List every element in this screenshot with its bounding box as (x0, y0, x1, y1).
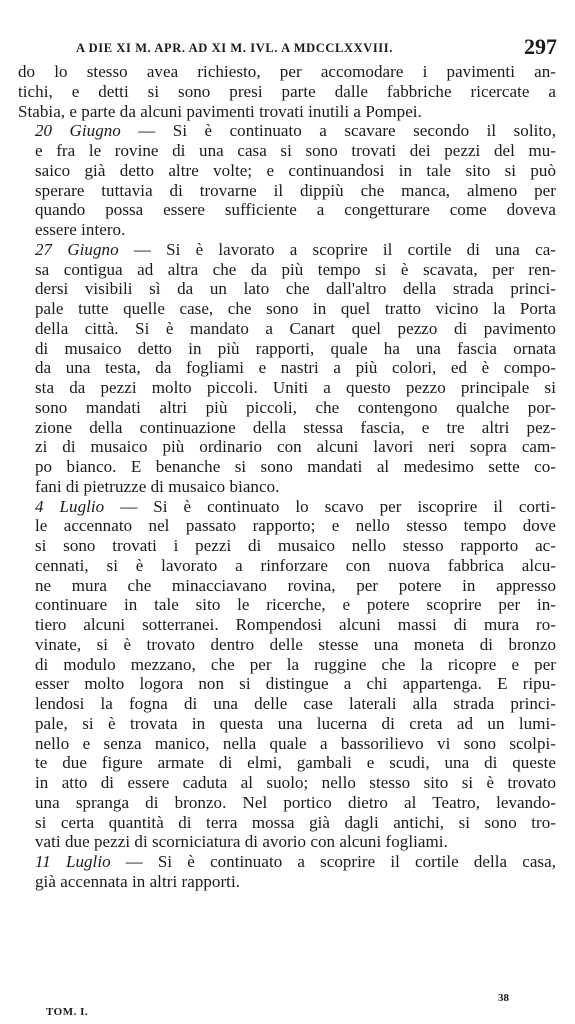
diary-entry (18, 852, 556, 892)
text-line (18, 220, 556, 240)
entry-date: 11 Luglio (35, 852, 111, 871)
text-line (18, 62, 556, 82)
diary-entry (18, 121, 556, 240)
line-text: già accennata in altri rapporti. (35, 871, 241, 891)
line-text: — Si è continuato a scoprire il cortile della casa, (110, 852, 556, 871)
text-line (18, 102, 556, 122)
text-line (18, 655, 556, 675)
line-text: te due figure armate di elmi, gambali e scudi, una di queste (35, 753, 556, 773)
text-line (18, 477, 556, 497)
continued-paragraph (18, 62, 556, 121)
entry-date: 27 Giugno (35, 239, 119, 259)
line-text: sono mandati altri più piccoli, che contengono qualche por- (35, 397, 556, 417)
page-footer (0, 992, 575, 1024)
line-text: di musaico detto in più rapporti, quale ha una fascia ornata (35, 338, 556, 358)
text-line (18, 121, 556, 141)
text-line (18, 200, 556, 220)
text-line (18, 279, 556, 299)
line-text: in atto di essere caduta al suolo; nello stesso sito si è trovato (35, 773, 556, 792)
line-text: — Si è continuato a scavare secondo il solito, (120, 121, 556, 141)
line-text: po bianco. E benanche si sono mandati al medesimo sette co- (35, 457, 556, 476)
line-text: sta da pezzi molto piccoli. Uniti a questo pezzo principale si (35, 378, 556, 397)
text-line (18, 260, 556, 280)
line-text: le accennato nel passato rapporto; e nello stesso tempo dove (35, 516, 556, 536)
line-text: saico già detto altre volte; e continuandosi in tale sito si può (35, 160, 556, 180)
text-line (18, 576, 556, 596)
page-body (18, 62, 556, 892)
diary-entry (18, 497, 556, 853)
line-text: sa contigua ad altra che da più tempo si è scavata, per ren- (35, 259, 556, 279)
line-text: zi di musaico più ordinario con alcuni lavori neri sopra cam- (35, 437, 556, 457)
text-line (18, 319, 556, 339)
text-line (18, 339, 556, 359)
line-text: lendosi la fogna di una delle case laterali alla strada princi- (35, 694, 556, 713)
line-text: zione della continuazione della stessa fascia, e tre altri pez- (35, 417, 556, 437)
line-text: — Si è lavorato a scoprire il cortile di una ca- (118, 239, 557, 259)
text-line (18, 181, 556, 201)
text-line (18, 694, 556, 714)
text-line (18, 872, 556, 892)
text-line (18, 418, 556, 438)
line-text: sperare tuttavia di trovarne il dippiù che manca, almeno per (35, 180, 556, 200)
tome-label: TOM. I. (46, 1006, 89, 1018)
text-line (18, 516, 556, 536)
line-text: di modulo mezzano, che per la ruggine che la ricopre e per (35, 654, 556, 674)
text-line (18, 813, 556, 833)
line-text: ne mura che minacciavano rovina, per potere in appresso (35, 575, 556, 595)
line-text: tiero alcuni sotterranei. Rompendosi alcuni massi di mura ro- (35, 615, 556, 634)
page-header (0, 34, 575, 62)
text-line (18, 852, 556, 872)
text-line (18, 615, 556, 635)
text-line (18, 82, 556, 102)
text-line (18, 556, 556, 576)
line-text: do lo stesso avea richiesto, per accomodare i pavimenti an- (18, 62, 556, 81)
line-text: si sono trovati i pezzi di musaico nello stesso rapporto ac- (35, 536, 556, 555)
text-line (18, 635, 556, 655)
text-line (18, 358, 556, 378)
text-line (18, 793, 556, 813)
line-text: continuare in tale sito le ricerche, e potere scoprire per in- (35, 595, 556, 615)
text-line (18, 832, 556, 852)
line-text: si certa quantità di terra mossa già dagli antichi, si sono tro- (35, 812, 556, 832)
text-line (18, 299, 556, 319)
line-text: tichi, e detti si sono presi parte dalle fabbriche ricercate a (18, 81, 556, 101)
line-text: nello e senza manico, nella quale a bassorilievo vi sono scolpi- (35, 733, 556, 753)
signature-mark: 38 (498, 992, 509, 1004)
line-text: da una testa, da fogliami e nastri a più colori, ed è compo- (35, 358, 556, 378)
diary-entry (18, 240, 556, 497)
entry-date: 4 Luglio (35, 496, 105, 516)
text-line (18, 714, 556, 734)
text-line (18, 497, 556, 517)
line-text: vati due pezzi di scorniciatura di avorio con alcuni fogliami. (35, 832, 448, 852)
page-number: 297 (524, 34, 557, 59)
line-text: pale tutte quelle case, che sono in quel tratto vicino la Porta (35, 299, 556, 318)
line-text: essere intero. (35, 220, 126, 239)
text-line (18, 753, 556, 773)
line-text: esser molto logora non si distingue a chi appartenga. E ripu- (35, 674, 556, 694)
line-text: vinate, si è trovato dentro delle stesse una moneta di bronzo (35, 634, 556, 654)
text-line (18, 734, 556, 754)
entry-date: 20 Giugno (35, 121, 121, 141)
text-line (18, 378, 556, 398)
text-line (18, 457, 556, 477)
line-text: pale, si è trovata in questa una lucerna di creta ad un lumi- (35, 713, 556, 733)
text-line (18, 773, 556, 793)
text-line (18, 141, 556, 161)
text-line (18, 161, 556, 181)
line-text: una spranga di bronzo. Nel portico dietro al Teatro, levando- (35, 792, 556, 812)
text-line (18, 240, 556, 260)
line-text: cennati, si è lavorato a rinforzare con nuova fabbrica alcu- (35, 555, 556, 575)
line-text: — Si è continuato lo scavo per iscoprire il corti- (104, 496, 557, 516)
text-line (18, 595, 556, 615)
line-text: e fra le rovine di una casa si sono trovati dei pezzi del mu- (35, 141, 556, 160)
line-text: quando possa essere sufficiente a congetturare come doveva (35, 200, 556, 220)
line-text: dersi visibili sì da un lato che dall'altro della strada princi- (35, 279, 556, 299)
text-line (18, 674, 556, 694)
line-text: della città. Si è mandato a Canart quel pezzo di pavimento (35, 318, 556, 338)
text-line (18, 398, 556, 418)
line-text: fani di pietruzze di musaico bianco. (35, 476, 280, 496)
line-text: Stabia, e parte da alcuni pavimenti trovati inutili a Pompei. (18, 101, 422, 121)
running-head: A DIE XI M. APR. AD XI M. IVL. A MDCCLXXVIII. (76, 41, 393, 55)
text-line (18, 437, 556, 457)
text-line (18, 536, 556, 556)
